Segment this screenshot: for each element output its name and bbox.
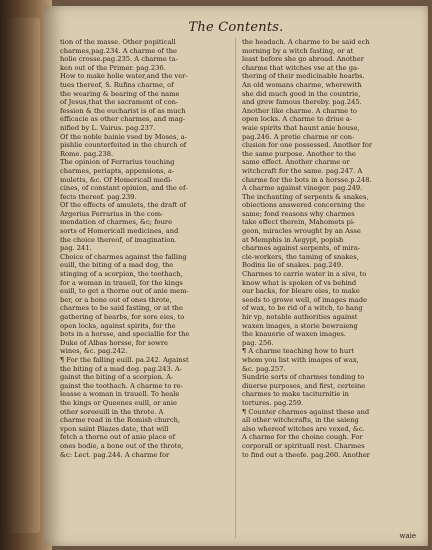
text-line: The opinion of Ferrarius touching [60,158,175,167]
right-text-column [242,38,420,543]
text-line: of Jesus,that the sacrament of con- [60,98,179,107]
text-line: corporall or spirituall rest. Charmes [242,441,365,450]
text-line: ¶ For the falling euill. pa.242. Against [60,355,189,364]
text-line: euill, to get a thorne out of anie mem- [60,287,189,296]
text-line: tortures. pag.259. [242,398,304,407]
text-line: charmes,pag.234. A charme of the [60,46,177,55]
text-line: Bodins lie of snakes. pag.249. [242,261,344,270]
text-line: witchcraft for the same. pag.247. A [242,166,363,175]
text-line: ¶ A charme teaching how to hurt [242,347,355,356]
text-line: ber, or a bone out of ones throte, [60,295,172,304]
text-line: cle-workers, the taming of snakes, [242,252,359,261]
text-line: hir vp, notable authorities against [242,313,358,321]
text-line: of wax, to be rid of a witch, to hang [242,304,363,313]
text-line: fetch a thorne out of anie place of [60,433,176,442]
text-line: all other witchcrafts, in the saieng [242,416,359,425]
text-line: The inchanting of serpents & snakes, [242,192,369,201]
text-line: leasse a woman in trauell. To heale [60,390,180,399]
text-line: gathering of hearbs, for sore eies, to [60,313,185,321]
text-line: fession & the eucharist is of as much [60,106,186,115]
text-line: diuerse purposes, and first, certeine [242,381,366,390]
text-line: efficacie as other charmes, and mag- [60,115,186,124]
text-line: other soreeuill in the throte. A [60,407,164,416]
text-line: open locks. A charme to driue a- [242,115,353,124]
text-line: wines, &c. pag.242. [60,347,128,356]
text-line: charme for the bots in a horsse.p.248. [242,175,372,184]
text-line: seeds to growe well, of images made [242,295,368,304]
text-line: same effect. Another charme or [242,158,350,167]
text-line: waie spirits that haunt anie house, [242,123,360,132]
text-line: How to make holie water,and the ver- [60,72,188,81]
text-line: pag. 241. [60,244,92,253]
text-line: clusion for one possessed. Another for [242,141,373,150]
text-line: and grew famous thereby. pag.245. [242,98,362,107]
text-line: the biting of a mad dog. pag.243. A- [60,364,183,373]
text-line: also whereof witches are vexed, &c. [242,424,365,433]
text-line: vpon saint Blazes date, that will [60,424,169,433]
text-line: charmes to make taciturnitie in [242,390,349,399]
binding-board-edge [6,18,40,533]
text-line: pishlie counterfeited in the church of [60,141,187,150]
text-line: at Memphis in Aegypt, popish [242,235,344,244]
text-line: &c: Lect. pag.244. A charme for [60,450,170,459]
book-page [44,6,428,546]
text-line: holie crosse.pag.235. A charme ta- [60,55,178,64]
text-line: charmes to be said fasting, or at the [60,304,183,313]
text-line: charme that witches vse at the ga- [242,63,360,72]
text-line: Choice of charmes against the falling [60,252,187,261]
text-line: open locks, against spirits, for the [60,321,176,330]
text-line: to find out a theefe. pag.260. Another [242,450,370,459]
text-line: A charme against vineger. pag.249. [242,184,363,193]
text-line: tues thereof, S. Rufins charme, of [60,80,174,89]
text-line: the headach. A charme to be said ech [242,38,370,46]
text-line: take effect therein, Mahomets pi- [242,218,356,227]
text-line: tion of the masse. Other popiticall [60,38,176,46]
text-line: charme read in the Romish church, [60,416,180,425]
text-line: same; fond reasons why charmes [242,209,355,218]
text-line: charmes, periapts, appensions, a- [60,166,175,175]
text-line: charmes against serpents, of mira- [242,244,361,253]
text-line: ones bodie, a bone out of the throte, [60,441,184,450]
text-line: Of the noble bainie vsed by Moses, a- [60,132,187,141]
text-line: bots in a horsse, and speciallie for the [60,330,190,339]
text-line: for a woman in trauell, for the kings [60,278,183,287]
left-text-column [60,38,230,543]
text-line: Of the effects of amulets, the draft of [60,201,186,210]
text-line: our backs, for bleare eies, to make [242,287,360,296]
text-line: pag. 256. [242,338,274,347]
text-line: geon, miracles wrought by an Asse [242,227,361,236]
catchword: waie [399,532,416,540]
text-line: the wearing & bearing of the name [60,89,180,98]
text-line: Charmes to carrie water in a sive, to [242,270,367,279]
text-line: whom you list with images of wax, [242,355,359,364]
text-line: euill, the biting of a mad dog, the [60,261,174,270]
text-line: gainst the toothach. A charme to re- [60,381,183,390]
text-line: Argerius Ferrarius in the com- [60,209,164,218]
text-line: A charme for the choine cough. For [242,433,363,442]
column-divider [235,38,236,538]
page-header [44,16,428,35]
text-line: the choice thereof, of imagination. [60,235,177,244]
text-line: muletts, &c. Of Homericall medi- [60,175,173,184]
text-line: the kings or Queenes euill, or anie [60,398,177,407]
page-title: The Contents. [188,20,284,35]
text-line: sorts of Homericall medicines, and [60,227,179,236]
text-line: mendation of charmes, &c; foure [60,218,173,227]
text-line: &c. pag.257. [242,364,286,373]
text-line: fects thereof. pag.239. [60,192,137,201]
text-line: the knauerie of waxen images. [242,330,346,339]
text-line: the same purpose. Another to the [242,149,356,158]
text-line: waxen images, a storie bewraieng [242,321,358,330]
text-line: stinging of a scorpion, the toothach, [60,270,183,279]
text-line: An old womans charme, wherewith [242,80,362,89]
text-line: obiections answered concerning the [242,201,365,210]
text-line: pag.246. A pretie charme or con- [242,132,355,141]
text-line: morning by a witch fasting, or at [242,46,354,55]
text-line: cines, of constant opinion, and the ef- [60,184,188,193]
text-line: Sundrie sorts of charmes tending to [242,373,365,382]
text-line: ken out of the Primer. pag.236. [60,63,166,72]
text-line: Another like charme. A charme to [242,106,357,115]
text-line: know what is spoken of vs behind [242,278,357,287]
text-line: gainst the biting of a scorpion. A- [60,373,174,382]
text-line: nified by L. Vairus. pag.237. [60,123,156,132]
text-line: least before she go abroad. Another [242,55,364,64]
text-line: Rome. pag.238. [60,149,114,158]
text-line: she did much good in the countrie, [242,89,361,98]
text-line: thering of their medicinable hearbs. [242,72,365,81]
text-line: ¶ Counter charmes against these and [242,407,370,416]
text-line: Duke of Albas horsse, for sowre [60,338,168,347]
